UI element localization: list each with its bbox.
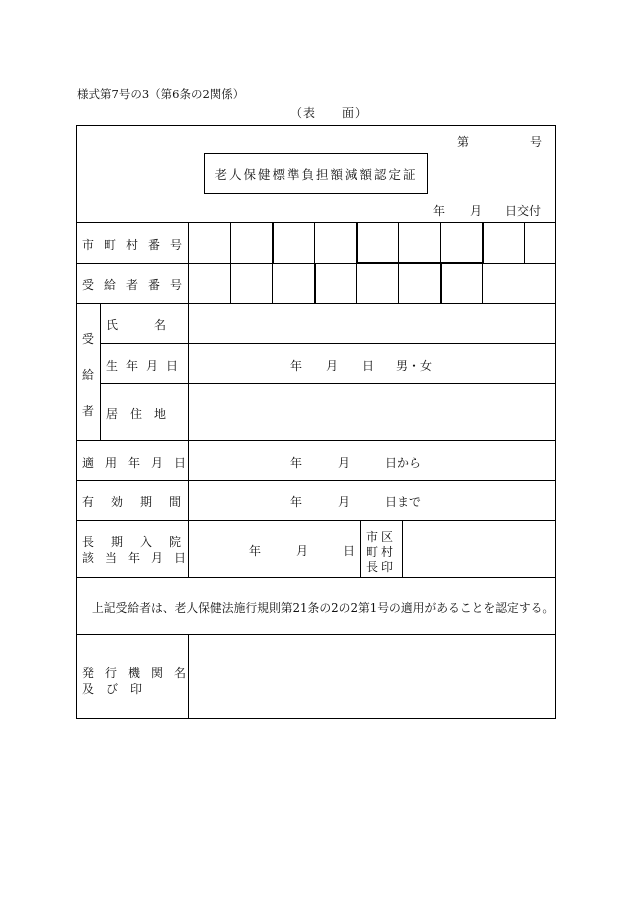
rule: [356, 263, 357, 303]
long-year: 年: [249, 544, 262, 558]
form-caption: 様式第7号の3（第6条の2関係）: [77, 87, 245, 101]
long-term-label-1: 長期入院: [82, 535, 199, 549]
recipient-group-label-2: 給: [81, 368, 94, 382]
birth-day: 日: [362, 359, 375, 373]
long-term-label-2: 該当年月日: [82, 551, 198, 565]
apply-date-label: 適用年月日: [82, 456, 198, 470]
gender-options: 男・女: [396, 359, 433, 373]
issue-month: 月: [470, 204, 483, 218]
birth-month: 月: [326, 359, 339, 373]
rule: [76, 634, 556, 635]
rule: [76, 222, 556, 223]
rule: [440, 222, 441, 263]
seal-label-1: 市区: [366, 530, 397, 544]
certification-statement: 上記受給者は、老人保健法施行規則第21条の2の2第1号の適用があることを認定する。: [92, 601, 555, 615]
thick-rule: [356, 222, 358, 263]
rule: [402, 520, 403, 577]
seal-label-3: 長印: [366, 560, 397, 574]
rule: [314, 222, 315, 263]
issue-year: 年: [433, 204, 446, 218]
number-go: 号: [530, 135, 543, 149]
rule: [76, 577, 556, 578]
thick-rule: [482, 222, 484, 263]
name-label: 氏 名: [106, 318, 167, 332]
recipient-number-label: 受給者番号: [82, 278, 193, 292]
apply-year: 年: [290, 456, 303, 470]
rule: [76, 480, 556, 481]
long-month: 月: [296, 544, 309, 558]
rule: [398, 263, 399, 303]
address-label: 居 住 地: [106, 407, 167, 421]
valid-year: 年: [290, 495, 303, 509]
rule: [100, 343, 556, 344]
rule: [230, 263, 231, 303]
rule: [76, 440, 556, 441]
seal-label-2: 町村: [366, 545, 397, 559]
rule: [76, 520, 556, 521]
issue-day: 日交付: [505, 204, 542, 218]
certificate-title: 老人保健標準負担額減額認定証: [204, 153, 428, 194]
rule: [398, 222, 399, 263]
certificate-frame: [76, 125, 556, 719]
number-dai: 第: [457, 135, 470, 149]
valid-period-label: 有効期間: [82, 495, 199, 509]
rule: [188, 303, 189, 440]
thick-rule: [440, 263, 442, 303]
rule: [360, 520, 361, 577]
long-day: 日: [343, 544, 356, 558]
side-indicator: （表 面）: [290, 106, 369, 120]
rule: [524, 222, 525, 263]
rule: [100, 303, 101, 440]
valid-month: 月: [338, 495, 351, 509]
birthdate-label: 生年月日: [106, 359, 187, 373]
municipality-number-label: 市町村番号: [82, 238, 193, 252]
recipient-group-label-3: 者: [81, 404, 94, 418]
rule: [482, 263, 483, 303]
rule: [272, 263, 273, 303]
rule: [230, 222, 231, 263]
thick-rule: [357, 262, 484, 264]
recipient-group-label-1: 受: [81, 332, 94, 346]
valid-day: 日まで: [385, 495, 422, 509]
rule: [100, 383, 556, 384]
apply-day: 日から: [385, 456, 422, 470]
issuer-label-1: 発行機関名: [82, 666, 198, 680]
issuer-label-2: 及 び 印: [82, 682, 143, 696]
thick-rule: [272, 222, 274, 263]
rule: [76, 303, 556, 304]
rule: [76, 263, 556, 264]
birth-year: 年: [290, 359, 303, 373]
thick-rule: [314, 263, 316, 303]
apply-month: 月: [338, 456, 351, 470]
